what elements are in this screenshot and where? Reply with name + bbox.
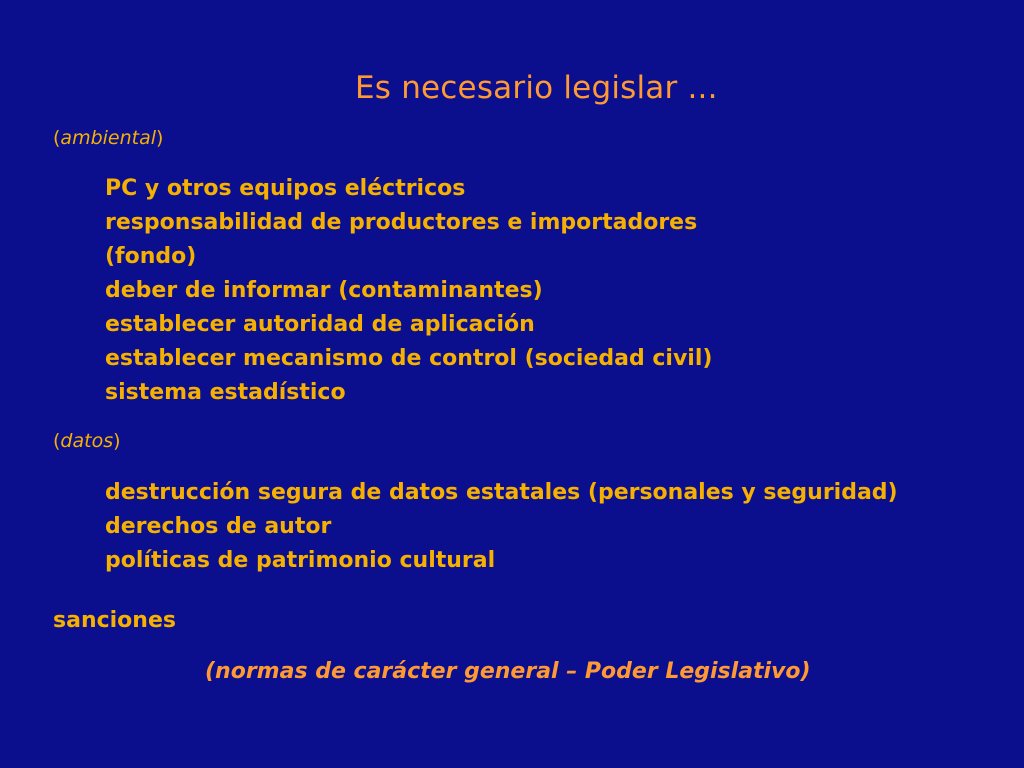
list-item: sistema estadístico (105, 380, 346, 405)
label-close-paren: ) (156, 127, 164, 149)
label-text: datos (60, 430, 114, 452)
slide-title: Es necesario legislar ... (355, 70, 718, 106)
list-item: políticas de patrimonio cultural (105, 548, 496, 573)
label-close-paren: ) (113, 430, 121, 452)
list-item: responsabilidad de productores e importadores (105, 210, 698, 235)
sanciones-heading: sanciones (53, 608, 176, 633)
label-text: ambiental (60, 127, 157, 149)
ambiental-item-list (105, 172, 712, 410)
normas-note: (normas de carácter general – Poder Legislativo) (205, 659, 811, 684)
list-item: establecer mecanismo de control (sociedad civil) (105, 346, 713, 371)
section-label-ambiental (53, 127, 163, 149)
section-label-datos (53, 430, 121, 452)
datos-item-list (105, 476, 898, 578)
list-item: establecer autoridad de aplicación (105, 312, 535, 337)
list-item: destrucción segura de datos estatales (personales y seguridad) (105, 480, 898, 505)
list-item: (fondo) (105, 244, 197, 269)
label-open-paren: ( (53, 127, 61, 149)
label-open-paren: ( (53, 430, 61, 452)
list-item: PC y otros equipos eléctricos (105, 176, 466, 201)
list-item: derechos de autor (105, 514, 332, 539)
list-item: deber de informar (contaminantes) (105, 278, 543, 303)
